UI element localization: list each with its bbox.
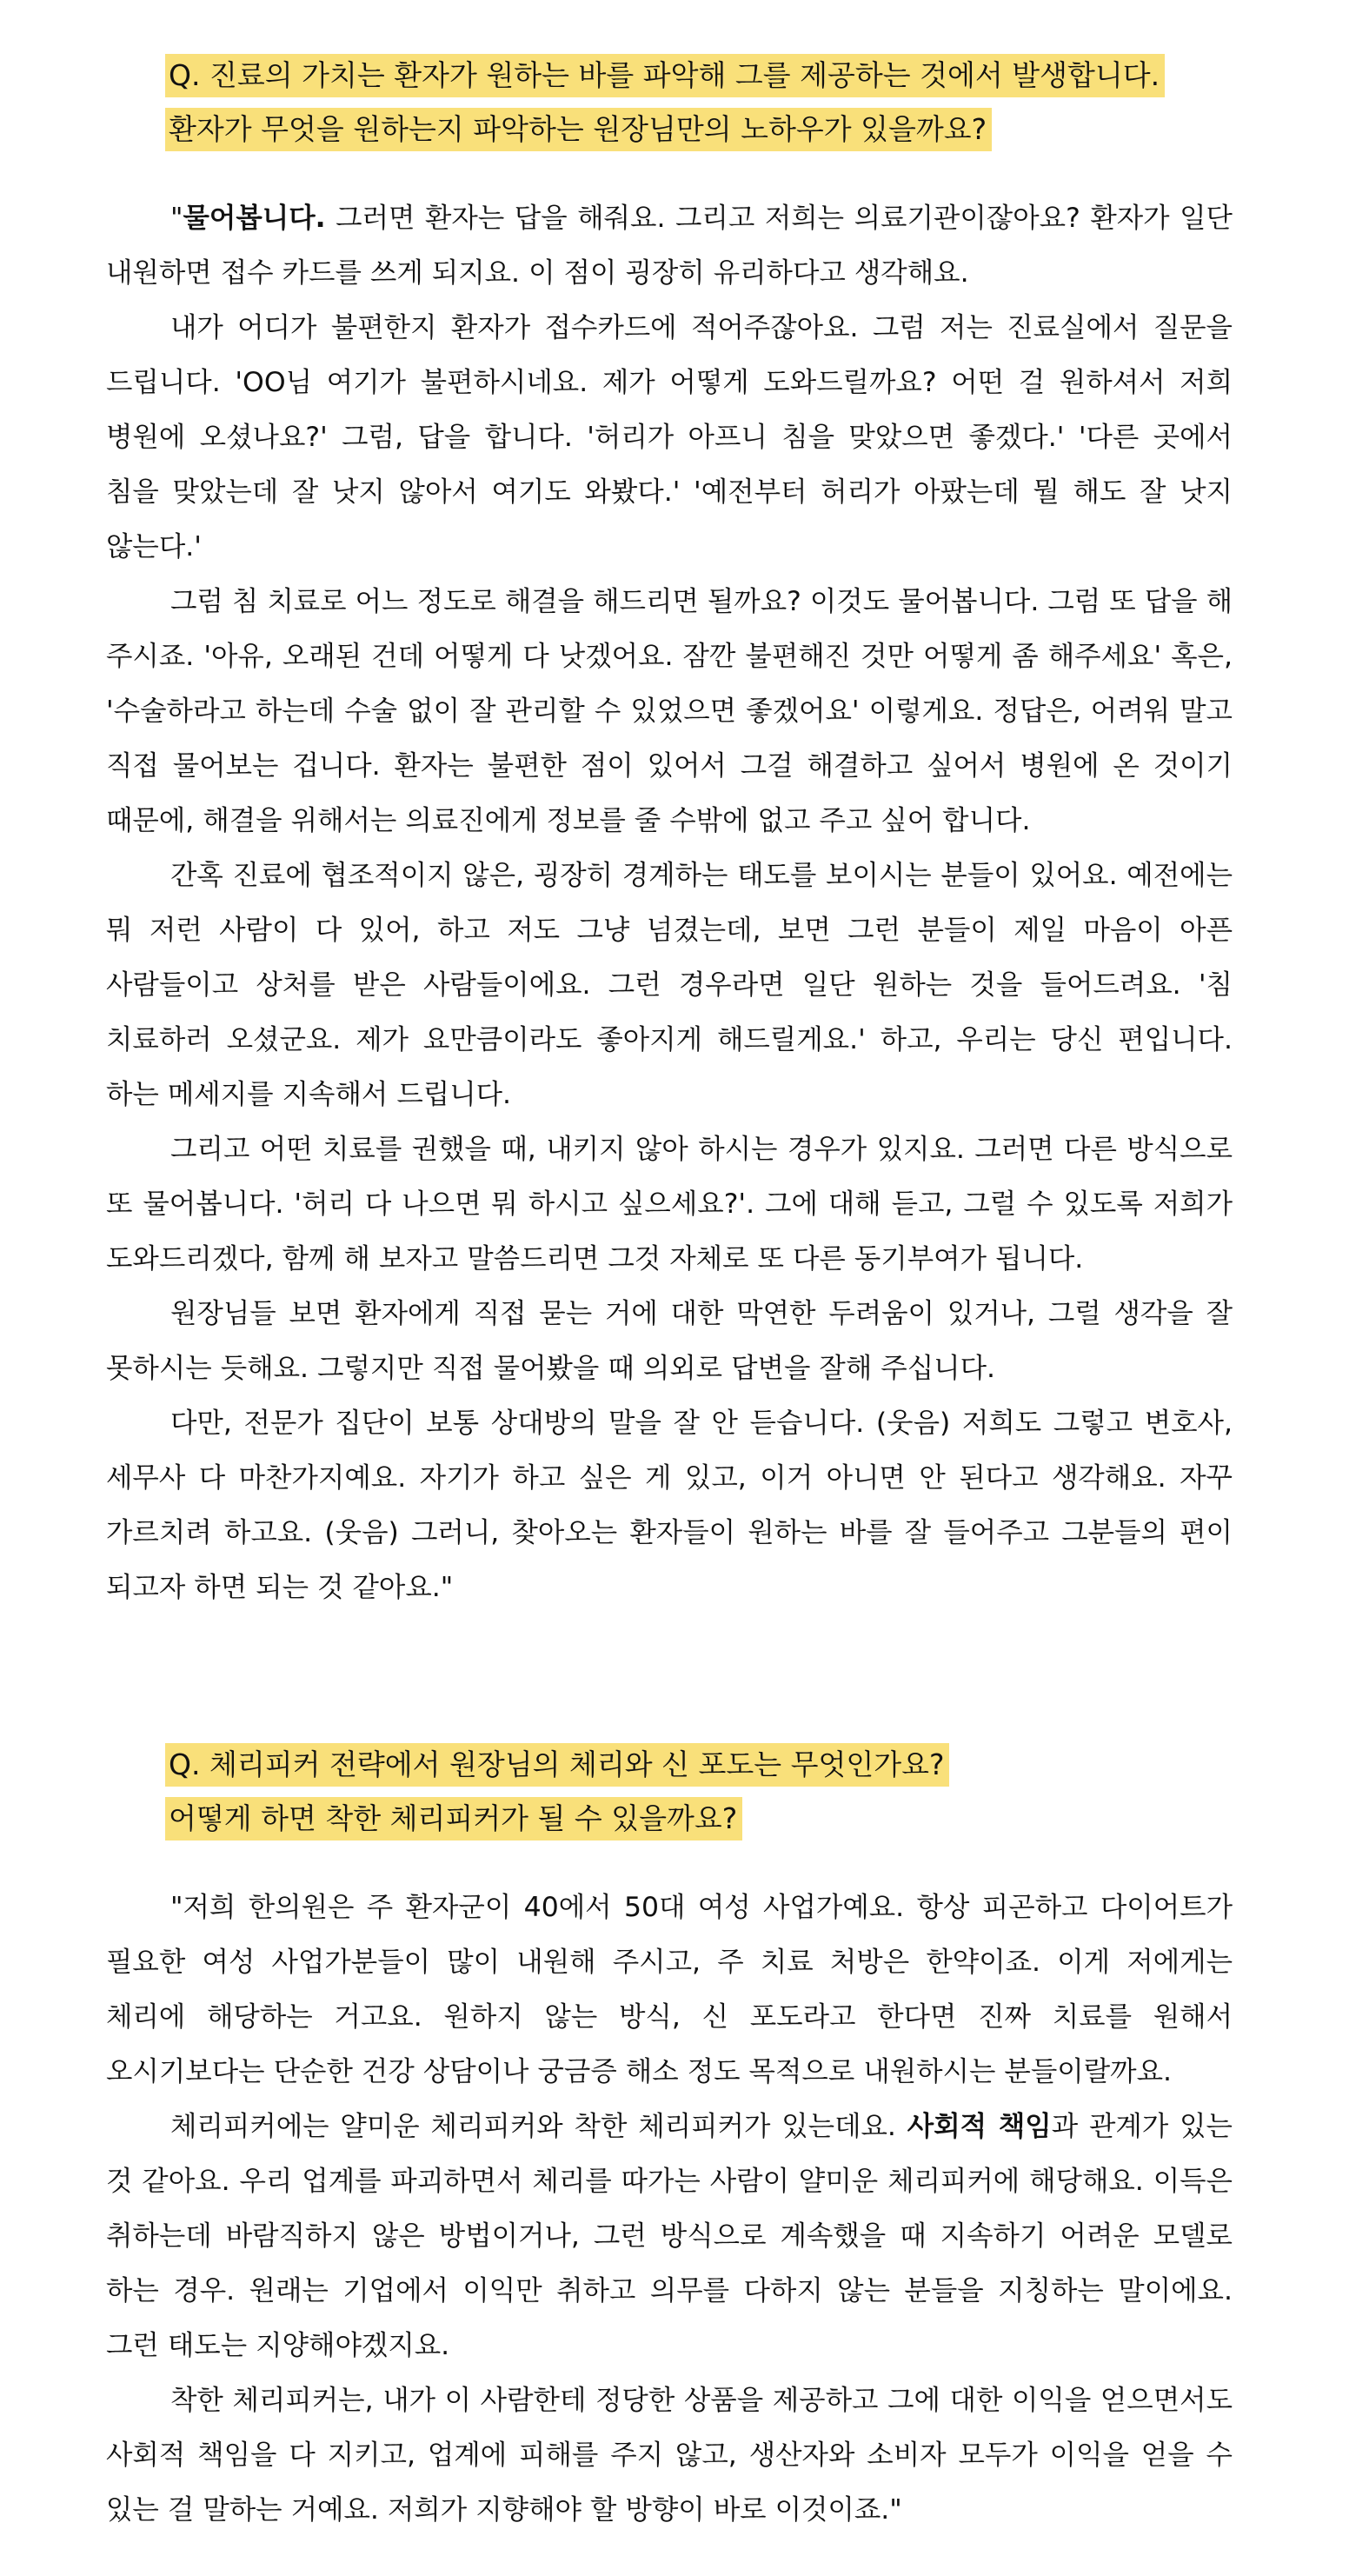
answer-paragraph: "저희 한의원은 주 환자군이 40에서 50대 여성 사업가예요. 항상 피곤하고 다이어트가 필요한 여성 사업가분들이 많이 내원해 주시고, 주 치료 처방은 한약이죠. 이게 저에게는 체리에 해당하는 거고요. 원하지 않는 방식, 신 포도라고 한다면 진짜 치료를 원해서 오시기보다는 단순한 건강 상담이나 궁금증 해소 정도 목적으로 내원하시는 분들이랄까요. (106, 1892, 1233, 2087)
question-block-2 (165, 1743, 1369, 1840)
paragraph-text: 체리피커에는 얄미운 체리피커와 착한 체리피커가 있는데요. (170, 2111, 907, 2142)
answer-paragraph: 그리고 어떤 치료를 권했을 때, 내키지 않아 하시는 경우가 있지요. 그러면 다른 방식으로 또 물어봅니다. '허리 다 나으면 뭐 하시고 싶으세요?'. 그에 대해 듣고, 그럴 수 있도록 저희가 도와드리겠다, 함께 해 보자고 말씀드리면 그것 자체로 또 다른 동기부여가 됩니다. (106, 1134, 1233, 1275)
interview-section-2 (0, 1743, 1369, 2538)
answer-paragraph: 내가 어디가 불편한지 환자가 접수카드에 적어주잖아요. 그럼 저는 진료실에서 질문을 드립니다. 'OO님 여기가 불편하시네요. 제가 어떻게 도와드릴까요? 어떤 걸 원하셔서 저희 병원에 오셨나요?' 그럼, 답을 합니다. '허리가 아프니 침을 맞았으면 좋겠다.' '다른 곳에서 침을 맞았는데 잘 낫지 않아서 여기도 와봤다.' '예전부터 허리가 아팠는데 뭘 해도 잘 낫지 않는다.' (106, 312, 1233, 562)
answer-paragraph: 원장님들 보면 환자에게 직접 묻는 거에 대한 막연한 두려움이 있거나, 그럴 생각을 잘 못하시는 듯해요. 그렇지만 직접 물어봤을 때 의외로 답변을 잘해 주십니다. (106, 1298, 1233, 1384)
question-line: 어떻게 하면 착한 체리피커가 될 수 있을까요? (165, 1797, 742, 1840)
answer-paragraph: 그럼 침 치료로 어느 정도로 해결을 해드리면 될까요? 이것도 물어봅니다. 그럼 또 답을 해 주시죠. '아유, 오래된 건데 어떻게 다 낫겠어요. 잠깐 불편해진 것만 어떻게 좀 해주세요' 혹은, '수술하라고 하는데 수술 없이 잘 관리할 수 있었으면 좋겠어요' 이렇게요. 정답은, 어려워 말고 직접 물어보는 겁니다. 환자는 불편한 점이 있어서 그걸 해결하고 싶어서 병원에 온 것이기 때문에, 해결을 위해서는 의료진에게 정보를 줄 수밖에 없고 주고 싶어 합니다. (106, 586, 1233, 836)
bold-phrase: 사회적 책임 (907, 2111, 1052, 2142)
answer-block-1 (106, 191, 1233, 1615)
paragraph-open-quote: " (170, 203, 183, 234)
question-block-1 (165, 54, 1369, 151)
answer-paragraph: 간혹 진료에 협조적이지 않은, 굉장히 경계하는 태도를 보이시는 분들이 있어요. 예전에는 뭐 저런 사람이 다 있어, 하고 저도 그냥 넘겼는데, 보면 그런 분들이 제일 마음이 아픈 사람들이고 상처를 받은 사람들이에요. 그런 경우라면 일단 원하는 것을 들어드려요. '침 치료하러 오셨군요. 제가 요만큼이라도 좋아지게 해드릴게요.' 하고, 우리는 당신 편입니다. 하는 메세지를 지속해서 드립니다. (106, 860, 1233, 1110)
paragraph-text: 과 관계가 있는 것 같아요. 우리 업계를 파괴하면서 체리를 따가는 사람이 얄미운 체리피커에 해당해요. 이득은 취하는데 바람직하지 않은 방법이거나, 그런 방식으로 계속했을 때 지속하기 어려운 모델로 하는 경우. 원래는 기업에서 이익만 취하고 의무를 다하지 않는 분들을 지칭하는 말이에요. 그런 태도는 지양해야겠지요. (106, 2111, 1233, 2361)
answer-paragraph (106, 191, 1233, 301)
bold-phrase: 물어봅니다. (183, 203, 326, 234)
interview-section-1 (0, 54, 1369, 1615)
question-line: Q. 체리피커 전략에서 원장님의 체리와 신 포도는 무엇인가요? (165, 1743, 949, 1787)
answer-paragraph (106, 2100, 1233, 2373)
question-line: 환자가 무엇을 원하는지 파악하는 원장님만의 노하우가 있을까요? (165, 108, 992, 151)
question-line: Q. 진료의 가치는 환자가 원하는 바를 파악해 그를 제공하는 것에서 발생합니다. (165, 54, 1165, 97)
answer-block-2 (106, 1880, 1233, 2538)
answer-paragraph: 착한 체리피커는, 내가 이 사람한테 정당한 상품을 제공하고 그에 대한 이익을 얻으면서도 사회적 책임을 다 지키고, 업계에 피해를 주지 않고, 생산자와 소비자 모두가 이익을 얻을 수 있는 걸 말하는 거예요. 저희가 지향해야 할 방향이 바로 이것이죠." (106, 2385, 1233, 2526)
answer-paragraph: 다만, 전문가 집단이 보통 상대방의 말을 잘 안 듣습니다. (웃음) 저희도 그렇고 변호사, 세무사 다 마찬가지예요. 자기가 하고 싶은 게 있고, 이거 아니면 안 된다고 생각해요. 자꾸 가르치려 하고요. (웃음) 그러니, 찾아오는 환자들이 원하는 바를 잘 들어주고 그분들의 편이 되고자 하면 되는 것 같아요." (106, 1408, 1233, 1603)
paragraph-text: 그러면 환자는 답을 해줘요. 그리고 저희는 의료기관이잖아요? 환자가 일단 내원하면 접수 카드를 쓰게 되지요. 이 점이 굉장히 유리하다고 생각해요. (106, 203, 1233, 289)
